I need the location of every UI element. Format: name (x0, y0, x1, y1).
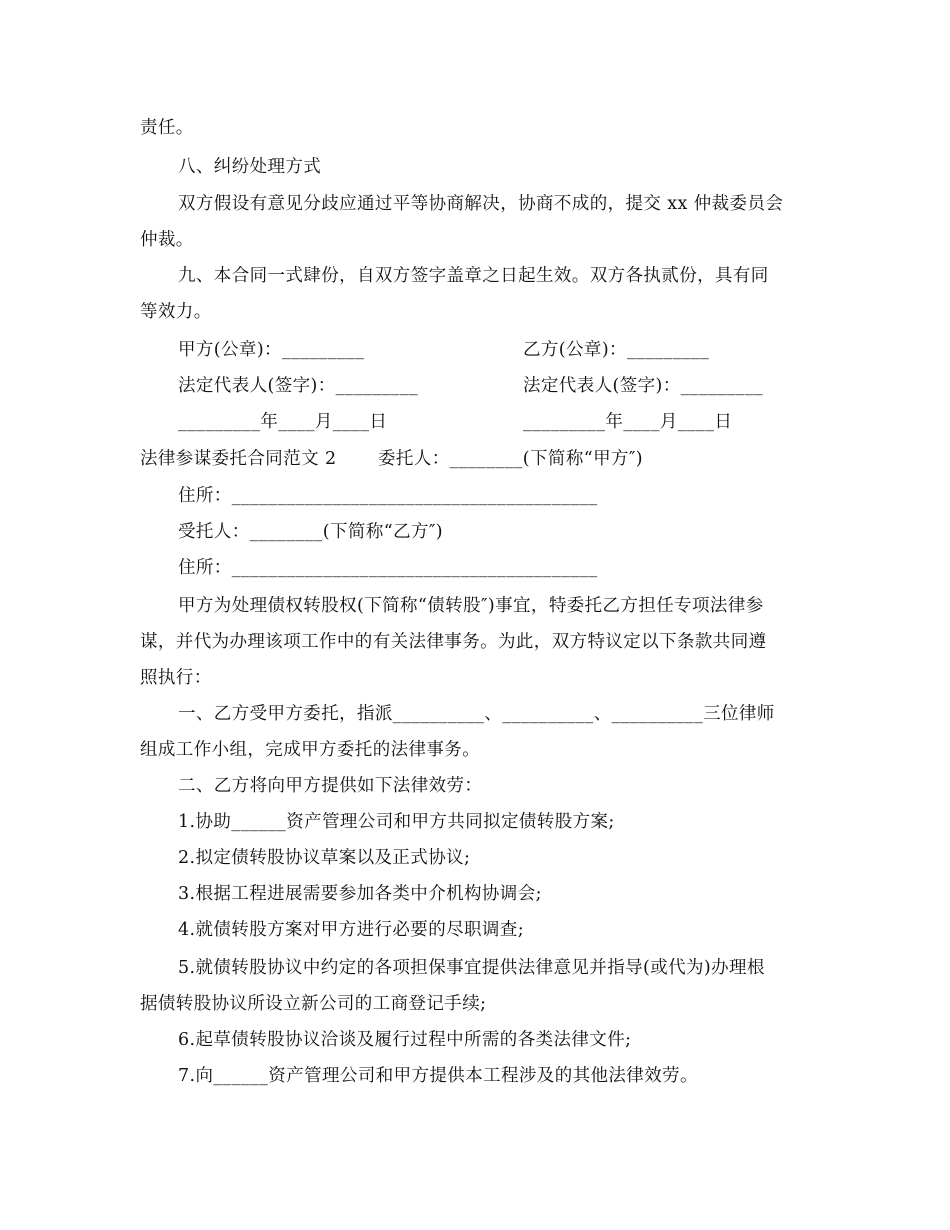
clause-2-title: 二、乙方将向甲方提供如下法律效劳： (178, 776, 483, 796)
list-item: 5.就债转股协议中约定的各项担保事宜提供法律意见并指导(或代为)办理根 (178, 958, 765, 978)
party-b-date: _________年____月____日 (523, 412, 733, 432)
list-item: 3.根据工程进展需要参加各类中介机构协调会; (178, 884, 542, 904)
party-b-representative: 法定代表人(签字)：_________ (523, 376, 764, 396)
client-line: 委托人：________(下简称“甲方″) (378, 449, 644, 469)
agent-address: 住所：________________________________________ (178, 558, 598, 578)
list-item: 7.向______资产管理公司和甲方提供本工程涉及的其他法律效劳。 (178, 1066, 698, 1086)
list-item: 4.就债转股方案对甲方进行必要的尽职调查; (178, 920, 524, 940)
list-item: 1.协助______资产管理公司和甲方共同拟定债转股方案; (178, 812, 615, 832)
party-a-date: _________年____月____日 (178, 412, 388, 432)
party-b-seal: 乙方(公章)：_________ (523, 340, 710, 360)
client-address: 住所：________________________________________ (178, 486, 598, 506)
paragraph-line: 九、本合同一式肆份，自双方签字盖章之日起生效。双方各执贰份，具有同 (178, 266, 769, 286)
intro-line: 甲方为处理债权转股权(下简称“债转股″)事宜，特委托乙方担任专项法律参 (178, 596, 764, 616)
clause-1-line: 一、乙方受甲方委托，指派__________、__________、__________三位律师 (178, 704, 775, 724)
list-item: 2.拟定债转股协议草案以及正式协议; (178, 848, 471, 868)
intro-line: 照执行： (140, 668, 212, 688)
contract-2-heading: 法律参谋委托合同范文 2 (140, 449, 337, 469)
clause-1-line: 组成工作小组，完成甲方委托的法律事务。 (140, 740, 481, 760)
agent-line: 受托人：________(下简称“乙方″) (178, 522, 444, 542)
intro-line: 谋，并代为办理该项工作中的有关法律事务。为此，双方特议定以下条款共同遵 (140, 632, 767, 652)
section-heading: 八、纠纷处理方式 (178, 157, 322, 177)
paragraph-line: 责任。 (140, 118, 194, 138)
party-a-representative: 法定代表人(签字)：_________ (178, 376, 419, 396)
list-item-continuation: 据债转股协议所设立新公司的工商登记手续; (140, 994, 487, 1014)
paragraph-line: 等效力。 (140, 302, 212, 322)
list-item: 6.起草债转股协议洽谈及履行过程中所需的各类法律文件; (178, 1030, 632, 1050)
paragraph-line: 双方假设有意见分歧应通过平等协商解决，协商不成的，提交 xx 仲裁委员会 (178, 194, 784, 214)
paragraph-line: 仲裁。 (140, 230, 194, 250)
party-a-seal: 甲方(公章)：_________ (178, 340, 365, 360)
